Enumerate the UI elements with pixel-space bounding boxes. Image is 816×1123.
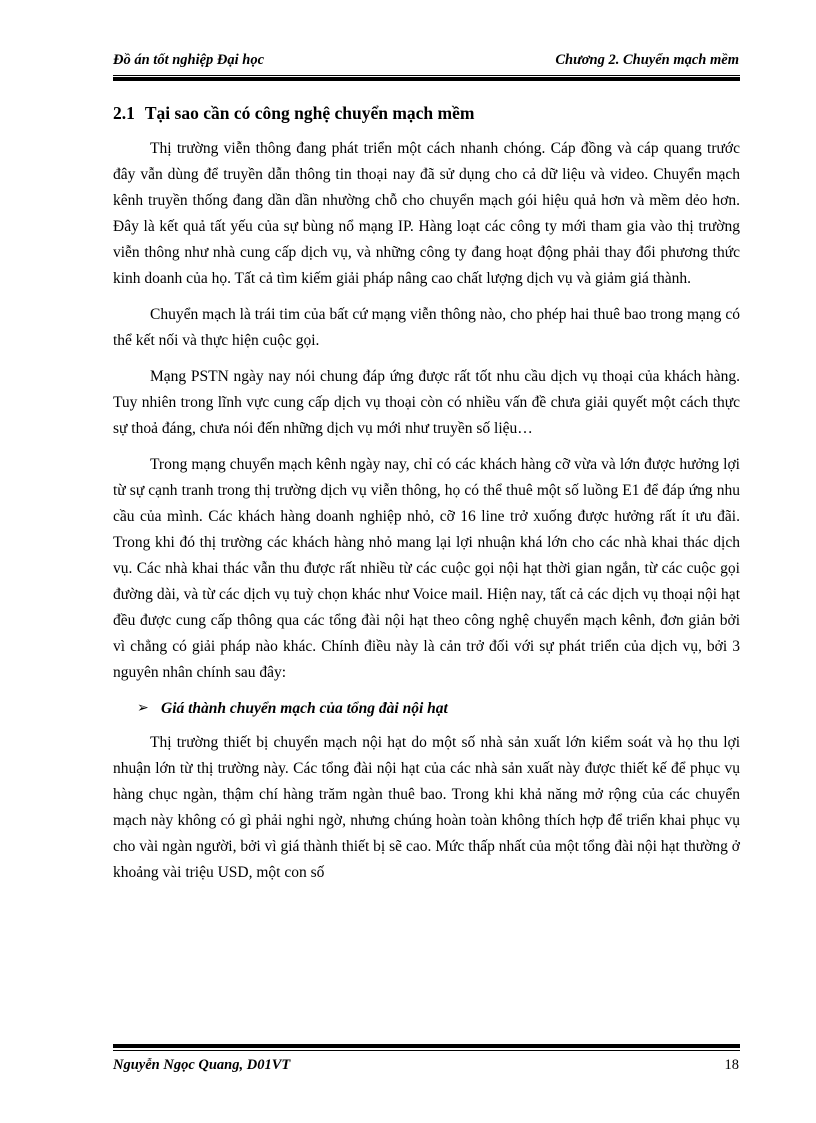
section-number: 2.1 [113,103,135,123]
paragraph-1: Thị trường viễn thông đang phát triển một cách nhanh chóng. Cáp đồng và cáp quang trước đây vẫn dùng để truyền dẫn thông tin thoại nay đã sử dụng cho cả dữ liệu và video. Chuyển mạch kênh truyền thống đang dần dần nhường chỗ cho chuyển mạch gói hiệu quả hơn và mềm dẻo hơn. Đây là kết quả tất yếu của sự bùng nổ mạng IP. Hàng loạt các công ty mới tham gia vào thị trường viễn thông như nhà cung cấp dịch vụ, và những công ty đang hoạt động phải thay đổi phương thức kinh doanh của họ. Tất cả tìm kiếm giải pháp nâng cao chất lượng dịch vụ và giảm giá thành. [113,140,740,287]
subheading [113,696,740,722]
paragraph-2: Chuyển mạch là trái tim của bất cứ mạng viễn thông nào, cho phép hai thuê bao trong mạng có thể kết nối và thực hiện cuộc gọi. [113,306,740,349]
header-document-title: Đồ án tốt nghiệp Đại học [113,52,265,68]
header-chapter-title: Chương 2. Chuyển mạch mềm [555,52,739,68]
arrow-bullet-icon: ➢ [137,701,149,716]
paragraph-3: Mạng PSTN ngày nay nói chung đáp ứng được rất tốt nhu cầu dịch vụ thoại của khách hàng. Tuy nhiên trong lĩnh vực cung cấp dịch vụ thoại còn có nhiều vấn đề chưa giải quyết một cách thực sự thoả đáng, chưa nói đến những dịch vụ mới như truyền số liệu… [113,368,740,437]
header-rule-thin [113,75,740,76]
footer-rule-thick [113,1044,740,1048]
header-rule-thick [113,77,740,81]
footer-rule-thin [113,1050,740,1051]
section-title: Tại sao cần có công nghệ chuyển mạch mềm [144,103,475,123]
section-heading [113,100,740,126]
page-header [113,52,739,74]
paragraph-5: Thị trường thiết bị chuyển mạch nội hạt do một số nhà sản xuất lớn kiểm soát và họ thu lợi nhuận lớn từ thị trường này. Các tổng đài nội hạt của các nhà sản xuất này được thiết kế để phục vụ hàng chục ngàn, thậm chí hàng trăm ngàn thuê bao. Trong khi khả năng mở rộng của các chuyển mạch này không có gì phải nghi ngờ, nhưng chúng hoàn toàn không thích hợp để triển khai phục vụ cho vài ngàn người, bởi vì giá thành thiết bị sẽ cao. Mức thấp nhất của một tổng đài nội hạt thường ở khoảng vài triệu USD, một con số [113,734,740,881]
paragraph-4: Trong mạng chuyển mạch kênh ngày nay, chỉ có các khách hàng cỡ vừa và lớn được hưởng lợi từ sự cạnh tranh trong thị trường dịch vụ viễn thông, họ có thể thuê một số luồng E1 để đáp ứng nhu cầu của mình. Các khách hàng doanh nghiệp nhỏ, cỡ 16 line trở xuống được hưởng rất ít ưu đãi. Trong khi đó thị trường các khách hàng nhỏ mang lại lợi nhuận khá lớn cho các nhà khai thác dịch vụ. Các nhà khai thác vẫn thu được rất nhiều từ các cuộc gọi nội hạt thời gian ngắn, từ các cuộc gọi đường dài, và từ các dịch vụ tuỳ chọn khác như Voice mail. Hiện nay, tất cả các dịch vụ thoại nội hạt đều được cung cấp thông qua các tổng đài nội hạt theo công nghệ chuyển mạch kênh, đơn giản bởi vì chẳng có giải pháp nào khác. Chính điều này là cản trở đối với sự phát triển của dịch vụ, bởi 3 nguyên nhân chính sau đây: [113,456,740,681]
page-body [113,100,740,896]
footer-author: Nguyễn Ngọc Quang, D01VT [113,1057,291,1073]
page-number: 18 [724,1057,739,1073]
subheading-text: Giá thành chuyển mạch của tổng đài nội hạt [161,700,448,717]
